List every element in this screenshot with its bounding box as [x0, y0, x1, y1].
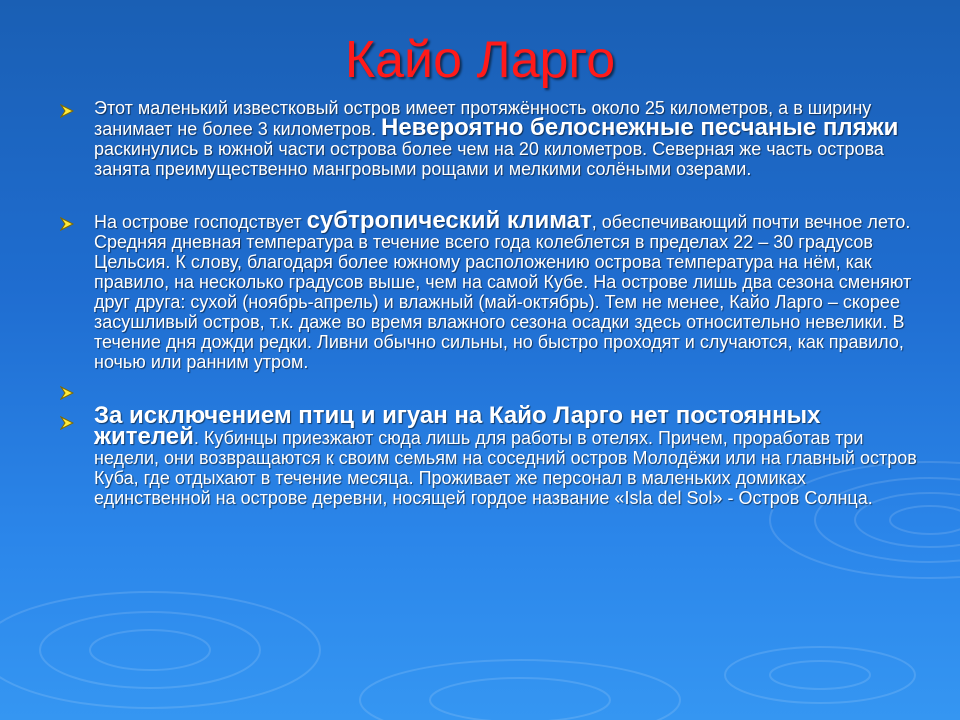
bullet-text-run: Этот маленький известковый остров имеет протяжённость около 25 километров, а в ширину занимает не более 3 километров. — [94, 98, 872, 139]
bullet-item — [60, 402, 920, 508]
slide-title: Кайо Ларго — [344, 31, 616, 89]
arrow-bullet-icon — [60, 386, 74, 400]
bullet-text — [94, 207, 920, 372]
bullet-item — [60, 207, 920, 372]
arrow-bullet-icon — [60, 416, 74, 430]
bullet-emphasis: За исключением птиц и игуан на Кайо Ларго нет постоянных жителей — [94, 402, 821, 450]
bullet-text-run: раскинулись в южной части острова более чем на 20 километров. Северная же часть острова занята преимущественно мангровыми рощами и мелкими солёными озерами. — [94, 139, 884, 179]
bullet-text-run: . Кубинцы приезжают сюда лишь для работы в отелях. Причем, проработав три недели, они возвращаются к своим семьям на соседний остров Молодёжи или на главный остров Куба, где отдыхают в течение месяца. Проживает же персонал в маленьких домиках единственной на острове деревни, носящей гордое название «Isla del Sol» - Остров Солнца. — [94, 428, 917, 508]
bullet-text — [94, 98, 920, 179]
arrow-bullet-icon — [60, 217, 74, 231]
empty-bullet-item — [60, 380, 920, 402]
bullet-text-run: На острове господствует — [94, 212, 307, 232]
arrow-bullet-icon — [60, 104, 74, 118]
bullet-text-run: , обеспечивающий почти вечное лето. Средняя дневная температура в течение всего года колеблется в пределах 22 – 30 градусов Цельсия. К слову, благодаря более южному расположению острова температура на нём, как правило, на несколько градусов выше, чем на самой Кубе. На острове лишь два сезона сменяют друг друга: сухой (ноябрь-апрель) и влажный (май-октябрь). Тем не менее, Кайо Ларго – скорее засушливый остров, т.к. даже во время влажного сезона осадки здесь относительно невелики. В течение дня дожди редки. Ливни обычно сильны, но быстро проходят и случаются, как правило, ночью или ранним утром. — [94, 212, 912, 372]
bullet-item — [60, 98, 920, 179]
bullet-list — [60, 98, 920, 508]
bullet-emphasis: Невероятно белоснежные песчаные пляжи — [380, 114, 899, 141]
bullet-emphasis: субтропический климат — [306, 207, 592, 234]
bullet-text — [94, 402, 920, 508]
